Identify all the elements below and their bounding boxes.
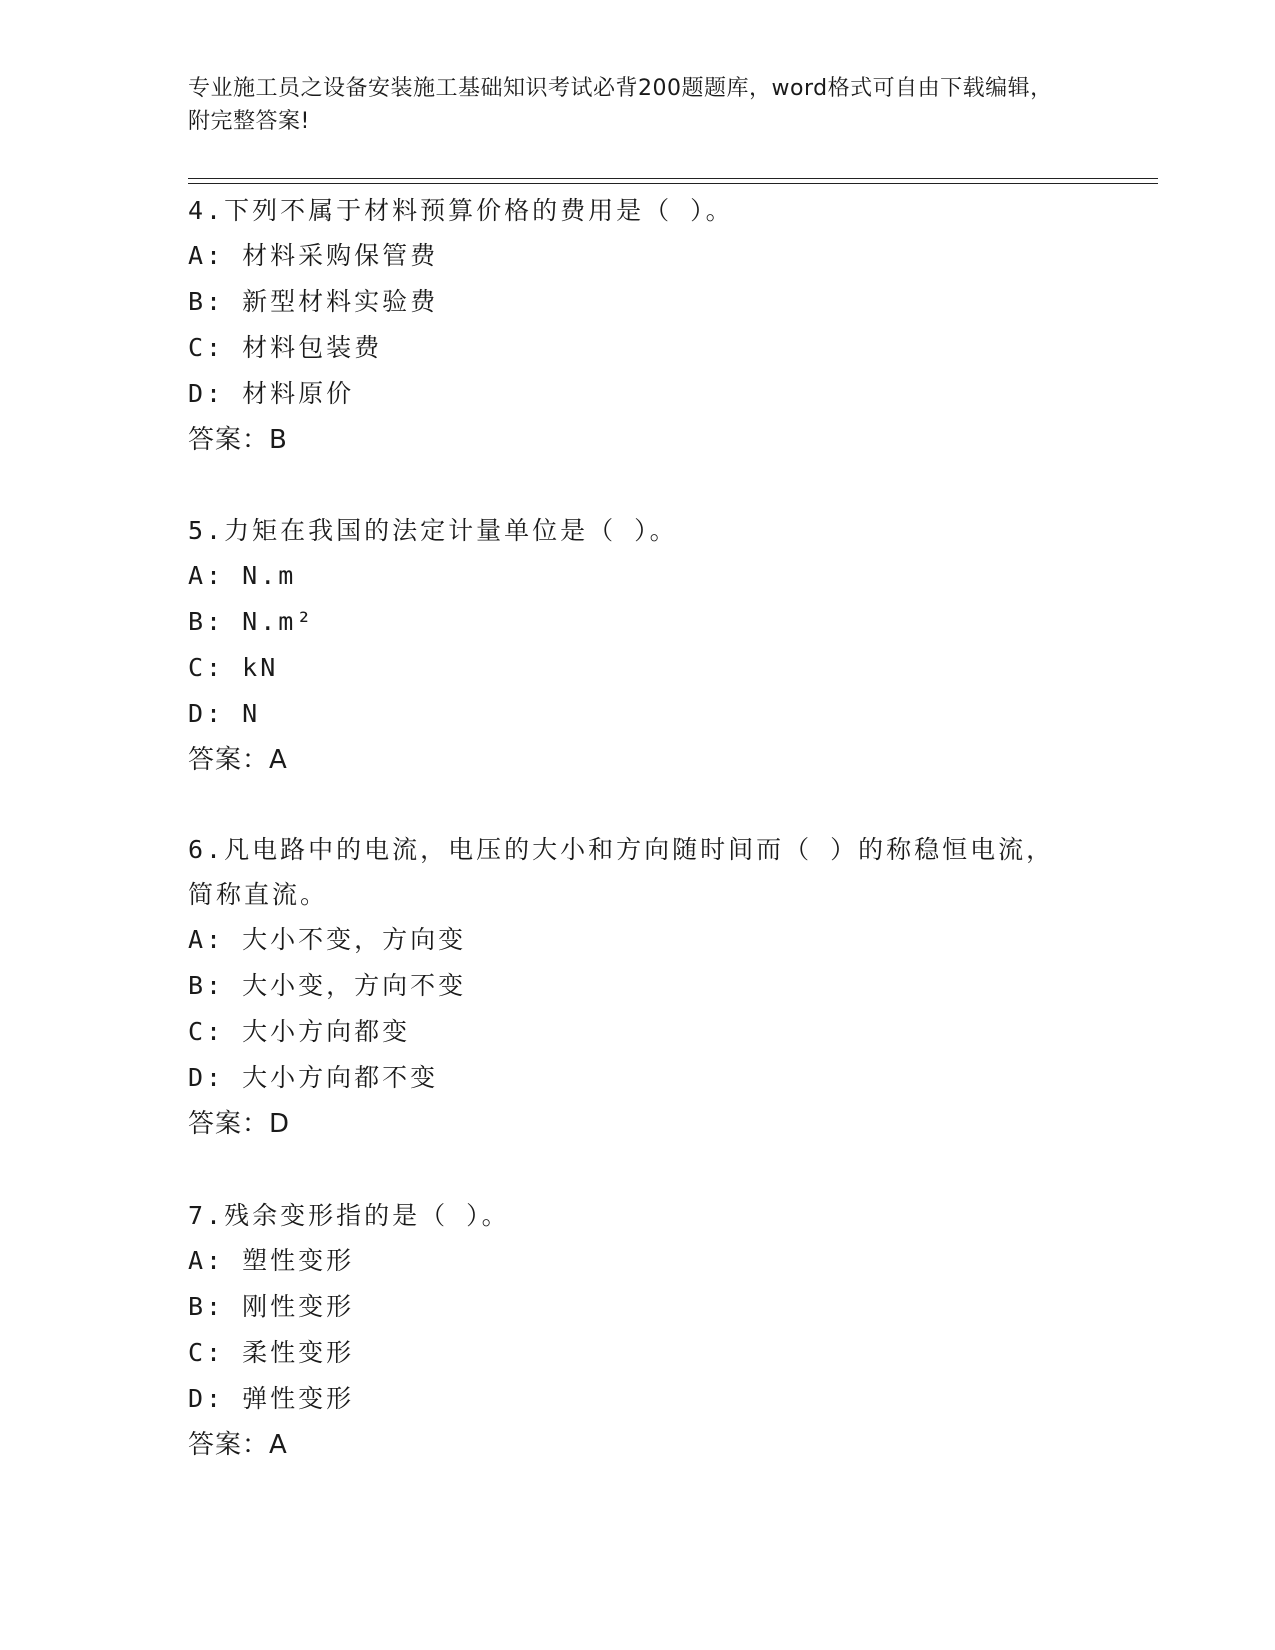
option-text: 弹性变形 [242,1384,355,1413]
option-b [188,279,1108,325]
document-title: 专业施工员之设备安装施工基础知识考试必背200题题库，word格式可自由下载编辑，附完整答案! [188,76,1053,134]
option-text: 材料包装费 [242,333,383,362]
option-text: 材料原价 [242,379,355,408]
option-c [188,1009,1108,1055]
option-d [188,691,1108,737]
option-letter: C: [188,1338,225,1367]
option-letter: C: [188,333,225,362]
option-letter: D: [188,1063,225,1092]
option-text: 大小方向都不变 [242,1063,439,1092]
question-stem: 7.残余变形指的是（ ）。 [188,1201,510,1230]
question-stem: 6.凡电路中的电流，电压的大小和方向随时间而（ ）的称稳恒电流，简称直流。 [188,835,1055,909]
option-a [188,1238,1108,1284]
option-a [188,917,1108,963]
question-block [188,827,1108,1147]
option-d [188,371,1108,417]
option-letter: A: [188,241,225,270]
option-text: 材料采购保管费 [242,241,439,270]
option-c [188,325,1108,371]
option-text: 大小变，方向不变 [242,971,467,1000]
option-letter: D: [188,699,225,728]
option-b [188,599,1108,645]
option-letter: B: [188,1292,225,1321]
answer-line: 答案：A [188,1430,288,1460]
option-b [188,1284,1108,1330]
option-text: N [242,699,261,728]
option-text: 大小不变，方向变 [242,925,467,954]
option-text: 刚性变形 [242,1292,355,1321]
option-text: N.m² [242,607,315,636]
answer-line: 答案：A [188,745,288,775]
option-text: 新型材料实验费 [242,287,439,316]
answer-line: 答案：D [188,1109,291,1139]
option-letter: D: [188,1384,225,1413]
option-text: 大小方向都变 [242,1017,411,1046]
option-d [188,1376,1108,1422]
question-block [188,1193,1108,1468]
option-letter: D: [188,379,225,408]
option-letter: A: [188,561,225,590]
answer-line: 答案：B [188,425,288,455]
option-text: 塑性变形 [242,1246,355,1275]
option-text: N.m [242,561,297,590]
question-block [188,508,1108,783]
header-divider-bottom [188,183,1158,184]
option-c [188,1330,1108,1376]
option-letter: A: [188,1246,225,1275]
option-letter: B: [188,971,225,1000]
option-text: 柔性变形 [242,1338,355,1367]
option-b [188,963,1108,1009]
option-a [188,553,1108,599]
option-letter: C: [188,1017,225,1046]
option-letter: C: [188,653,225,682]
option-letter: A: [188,925,225,954]
option-a [188,233,1108,279]
header-divider-top [188,178,1158,179]
option-c [188,645,1108,691]
option-d [188,1055,1108,1101]
question-stem: 4.下列不属于材料预算价格的费用是（ ）。 [188,196,734,225]
option-letter: B: [188,607,225,636]
option-text: kN [242,653,279,682]
question-block [188,188,1108,463]
option-letter: B: [188,287,225,316]
question-stem: 5.力矩在我国的法定计量单位是（ ）。 [188,516,678,545]
